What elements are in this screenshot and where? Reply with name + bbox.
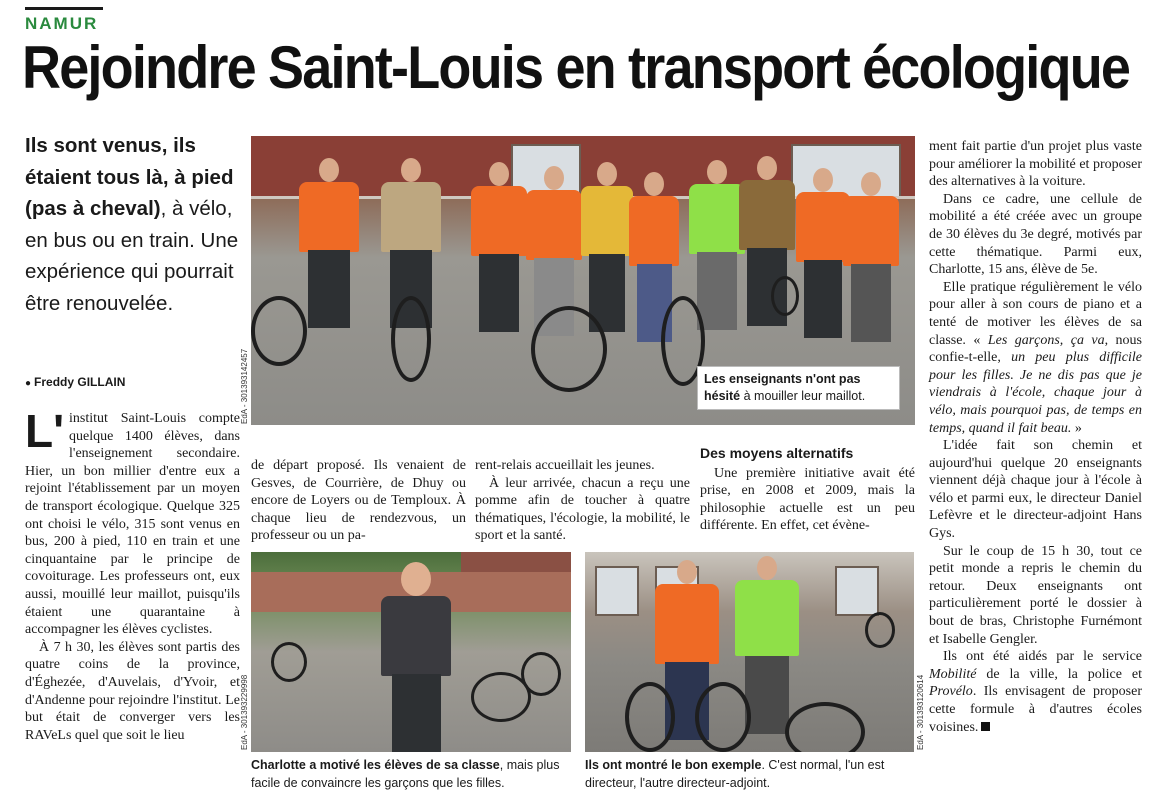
byline-bullet-icon: ● [25, 378, 32, 389]
paragraph: Dans ce cadre, une cellule de mobilité a été créée avec un groupe de 30 élèves du 3e degré, motivés par cette thématique. Parmi eux, Charlotte, 15 ans, élève de 5e. [929, 191, 1142, 278]
photo-credit: EdA - 301393120614 [916, 674, 925, 750]
paragraph: L'idée fait son chemin et aujourd'hui quelque 20 enseignants viennent déjà chaque jour à l'école à vélo et parmi eux, le directeur Daniel Lefèvre et le directeur-adjoint Hans Gys. [929, 438, 1142, 542]
paragraph: Une première initiative avait été prise, en 2008 et 2009, mais la philosophie actuelle est un peu différente. En effet, cet évène- [700, 465, 915, 534]
paragraph: rent-relais accueillait les jeunes. [475, 458, 655, 473]
paragraph: À leur arrivée, chacun a reçu une pomme afin de toucher à quatre thématiques, l'écologie, la mobilité, le sport et la santé. [475, 475, 690, 544]
paragraph: Ils ont été aidés par le service Mobilité de la ville, la police et Provélo. Ils envisagent de proposer cette formule à d'autres écoles voisines. [929, 649, 1142, 735]
lede-rest: , à vélo, en bus ou en train. Une expérience qui pourrait être renouvelée. [25, 197, 239, 315]
end-mark-icon [981, 722, 990, 731]
dropcap: L' [25, 405, 65, 457]
body-column-2 [251, 457, 466, 545]
directors-photo [585, 552, 914, 752]
paragraph: de départ proposé. Ils venaient de Gesves, de Courrière, de Dhuy ou encore de Loyers ou de Temploux. À chaque lieu de rendezvous, un professeur ou un pa- [251, 458, 466, 544]
person-figure [381, 562, 451, 752]
section-kicker: NAMUR [25, 14, 99, 33]
paragraph: Sur le coup de 15 h 30, tout ce petit monde a repris le chemin du retour. Deux enseignants ont particulièrement porté le dossier à bout de bras, Christophe Furnémont et Isabelle Gengler. [929, 543, 1142, 647]
subhead: Des moyens alternatifs [700, 445, 854, 461]
person-figure [581, 162, 633, 332]
lede-bold: Ils sont venus, ils étaient tous là, à pied (pas à cheval) [25, 134, 234, 220]
person-figure [796, 168, 850, 344]
photo-caption-directors: Ils ont montré le bon exemple. C'est normal, l'un est directeur, l'autre directeur-adjoint. [585, 758, 885, 790]
body-column-5 [929, 138, 1142, 736]
body-column-4 [700, 445, 915, 535]
paragraph: À 7 h 30, les élèves sont partis des quatre coins de la province, d'Éghezée, d'Auvelais, d'Yvoir, et d'Andenne pour rejoindre l'institut. Le but était de converger vers les RAVeLs quel que soit le lieu [25, 639, 240, 743]
photo-credit: EdA - 301393229998 [240, 674, 249, 750]
photo-credit: EdA - 301393142457 [240, 348, 249, 424]
paragraph: Elle pratique régulièrement le vélo pour aller à son cours de piano et a tenté de motiver les élèves de sa classe. « Les garçons, ça va, nous confie-t-elle, un peu plus difficile pour les filles. Je ne dis pas que je viendrais à l'école, chaque jour à vélo, mais pourquoi pas, de temps en temps, quand il fait beau. » [929, 279, 1142, 436]
byline [25, 375, 125, 389]
person-figure [843, 172, 899, 348]
article-lede [25, 130, 240, 319]
article-headline: Rejoindre Saint-Louis en transport écologique [22, 34, 1130, 101]
paragraph: L' institut Saint-Louis compte quelque 1400 élèves, dans l'enseignement secondaire. Hier, un bon millier d'entre eux a rejoint l'établissement par un moyen de transport écologique. Quelque 325 ont choisi le vélo, 315 sont venus en bus, 200 à pied, 110 en train et une cinquantaine par le principe de covoiturage. Les professeurs ont, eux aussi, mouillé leur maillot, puisqu'ils étaient une quarantaine à accompagner les élèves cyclistes. [25, 405, 240, 638]
person-figure [471, 162, 527, 338]
person-figure [299, 158, 359, 338]
paragraph: ment fait partie d'un projet plus vaste pour améliorer la mobilité et proposer des alternatives à la voiture. [929, 139, 1142, 190]
charlotte-photo [251, 552, 571, 752]
body-column-3 [475, 457, 690, 545]
byline-author: Freddy GILLAIN [34, 375, 126, 389]
photo-caption-charlotte: Charlotte a motivé les élèves de sa classe, mais plus facile de convaincre les garçons que les filles. [251, 758, 560, 790]
kicker-rule [25, 7, 103, 10]
photo-caption-main: Les enseignants n'ont pas hésité à mouiller leur maillot. [697, 366, 900, 410]
body-column-1 [25, 405, 240, 744]
